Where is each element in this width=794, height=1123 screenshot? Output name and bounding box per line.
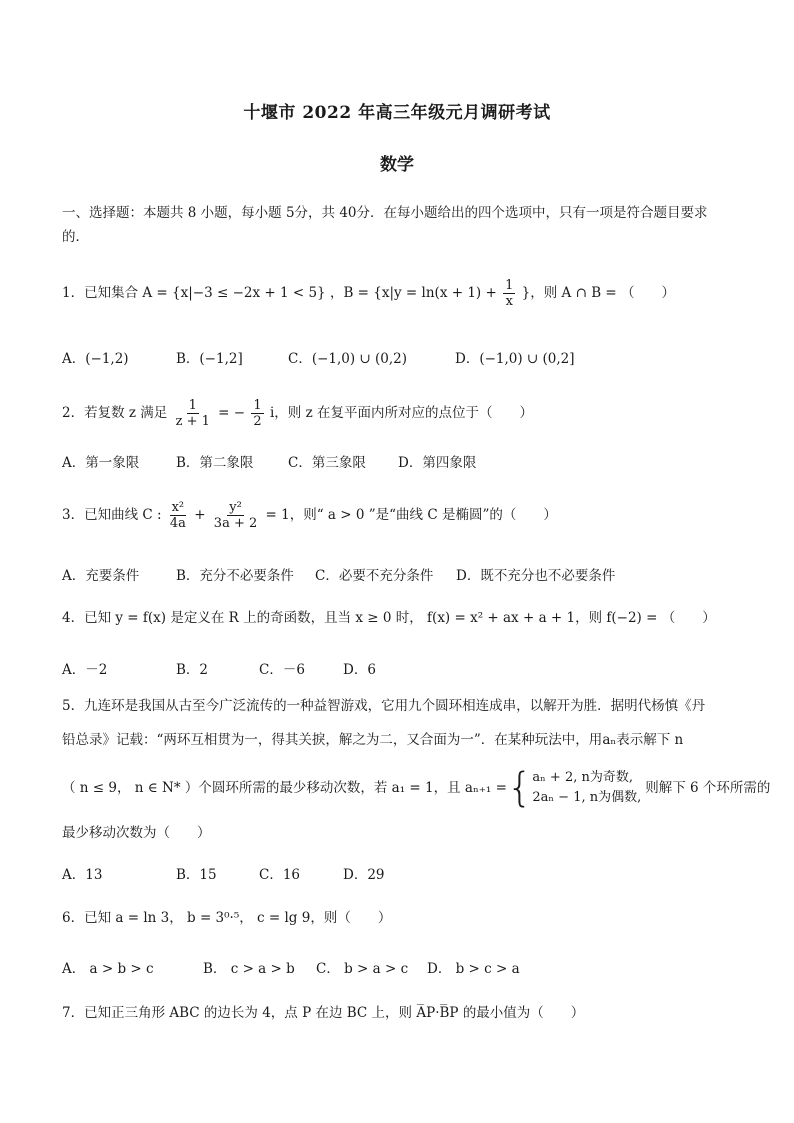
q2-frac1-den: z + 1	[175, 414, 210, 429]
q2-mid: = −	[218, 405, 246, 421]
q2-option-a: A．第一象限	[62, 455, 140, 471]
q3-prefix: 3．已知曲线 C :	[62, 507, 162, 523]
q6-option-c: C． b > a > c	[316, 961, 409, 977]
q7-dot: ·	[435, 1005, 440, 1021]
q1-option-c: C．(−1,0) ∪ (0,2)	[288, 351, 408, 367]
q2-fraction-2	[251, 398, 263, 429]
q1-frac-den: x	[505, 294, 513, 309]
q1-set-a: A = {x|−3 ≤ −2x + 1 < 5}	[142, 285, 326, 301]
q1-set-b-pre: ，B = {x|y = ln(x + 1) +	[329, 285, 497, 301]
question-5-line-1: 5．九连环是我国从古至今广泛流传的一种益智游戏，它用九个圆环相连成串，以解开为胜．据明代杨慎《丹	[62, 698, 706, 714]
question-7-stem	[62, 1004, 584, 1022]
q2-suffix: i，则 z 在复平面内所对应的点位于（ ）	[269, 405, 533, 421]
q3-plus: +	[194, 507, 206, 523]
question-1-stem	[62, 278, 675, 309]
q2-prefix: 2．若复数 z 满足	[62, 405, 168, 421]
q3-option-c: C．必要不充分条件	[315, 568, 434, 584]
exam-title: 十堰市 2022 年高三年级元月调研考试	[243, 103, 551, 123]
q2-frac2-num: 1	[253, 398, 262, 413]
q2-option-b: B．第二象限	[176, 455, 254, 471]
q5-line2-an: aₙ	[602, 732, 617, 748]
section-intro-line-1: 一、选择题：本题共 8 小题，每小题 5分，共 40分．在每小题给出的四个选项中，只有一项是符合题目要求	[62, 205, 708, 221]
q1-option-a: A．(−1,2)	[62, 351, 129, 367]
q2-frac1-num: 1	[188, 398, 197, 413]
q5-option-b: B．15	[176, 867, 217, 883]
q4-option-c: C．－6	[259, 662, 305, 678]
q7-post: 的最小值为（ ）	[462, 1005, 585, 1021]
q6-option-d: D． b > c > a	[427, 961, 520, 977]
question-3-stem	[62, 500, 557, 531]
q1-suffix: }，则 A ∩ B = （ ）	[521, 285, 676, 301]
q3-frac2-num: y²	[229, 500, 242, 515]
question-2-stem	[62, 398, 533, 429]
q2-option-c: C．第三象限	[288, 455, 366, 471]
q5-line2-pre: 铅总录》记载：“两环互相贯为一，得其关捩，解之为二，又合面为一”．在某种玩法中，用	[62, 732, 603, 748]
q2-fraction-1	[174, 398, 212, 429]
q3-option-d: D．既不充分也不必要条件	[456, 568, 616, 584]
q5-line3-post: 则解下 6 个环所需的	[645, 780, 771, 796]
q4-option-b: B．2	[176, 662, 209, 678]
q3-option-a: A．充要条件	[62, 568, 140, 584]
question-6-stem: 6．已知 a = ln 3， b = 3⁰·⁵， c = lg 9，则（ ）	[62, 910, 392, 926]
q1-option-b: B．(−1,2]	[176, 351, 243, 367]
q6-option-a: A． a > b > c	[62, 961, 154, 977]
q3-suffix: = 1，则“ a > 0 ”是“曲线 C 是椭圆”的（ ）	[265, 507, 557, 523]
subject-heading: 数学	[380, 155, 414, 175]
q5-case-1: aₙ + 2, n为奇数,	[532, 770, 633, 785]
q7-vector-bp: ⌢⌢ BP	[440, 1004, 459, 1022]
q2-option-d: D．第四象限	[398, 455, 477, 471]
q3-frac1-den: 4a	[169, 516, 186, 531]
q5-case-brace: {	[506, 765, 533, 811]
q1-option-d: D．(−1,0) ∪ (0,2]	[455, 351, 575, 367]
q4-option-d: D．6	[343, 662, 376, 678]
question-5-line-4: 最少移动次数为（ ）	[62, 825, 211, 841]
q3-frac2-den: 3a + 2	[213, 516, 258, 531]
question-5-line-3	[62, 765, 771, 811]
q3-frac1-num: x²	[171, 500, 185, 515]
q2-frac2-den: 2	[253, 414, 262, 429]
q5-line3-pre: （ n ≤ 9， n ∈ N* ）个圆环所需的最少移动次数，若 a₁ = 1，且 aₙ₊₁ =	[62, 780, 507, 796]
q1-prefix: 1．已知集合	[62, 285, 139, 301]
section-intro-line-2: 的．	[62, 229, 89, 245]
q3-option-b: B．充分不必要条件	[176, 568, 294, 584]
q5-line2-post: 表示解下 n	[616, 732, 684, 748]
q5-option-a: A．13	[62, 867, 103, 883]
q5-case-2: 2aₙ − 1, n为偶数,	[532, 790, 642, 805]
q3-fraction-1	[168, 500, 188, 531]
q5-option-c: C．16	[259, 867, 301, 883]
q7-pre: 7．已知正三角形 ABC 的边长为 4，点 P 在边 BC 上，则	[62, 1005, 413, 1021]
q4-option-a: A．－2	[62, 662, 108, 678]
q5-piecewise	[532, 768, 641, 808]
q1-frac-num: 1	[505, 278, 514, 293]
q1-fraction	[503, 278, 515, 309]
q6-option-b: B． c > a > b	[203, 961, 295, 977]
question-5-line-2	[62, 731, 683, 749]
q7-vector-ap: ⌢⌢ AP	[416, 1004, 435, 1022]
question-4-stem: 4．已知 y = f(x) 是定义在 R 上的奇函数，且当 x ≥ 0 时， f(x) = x² + ax + a + 1，则 f(−2) = （ ）	[62, 610, 716, 626]
q5-option-d: D．29	[343, 867, 385, 883]
q3-fraction-2	[212, 500, 259, 531]
